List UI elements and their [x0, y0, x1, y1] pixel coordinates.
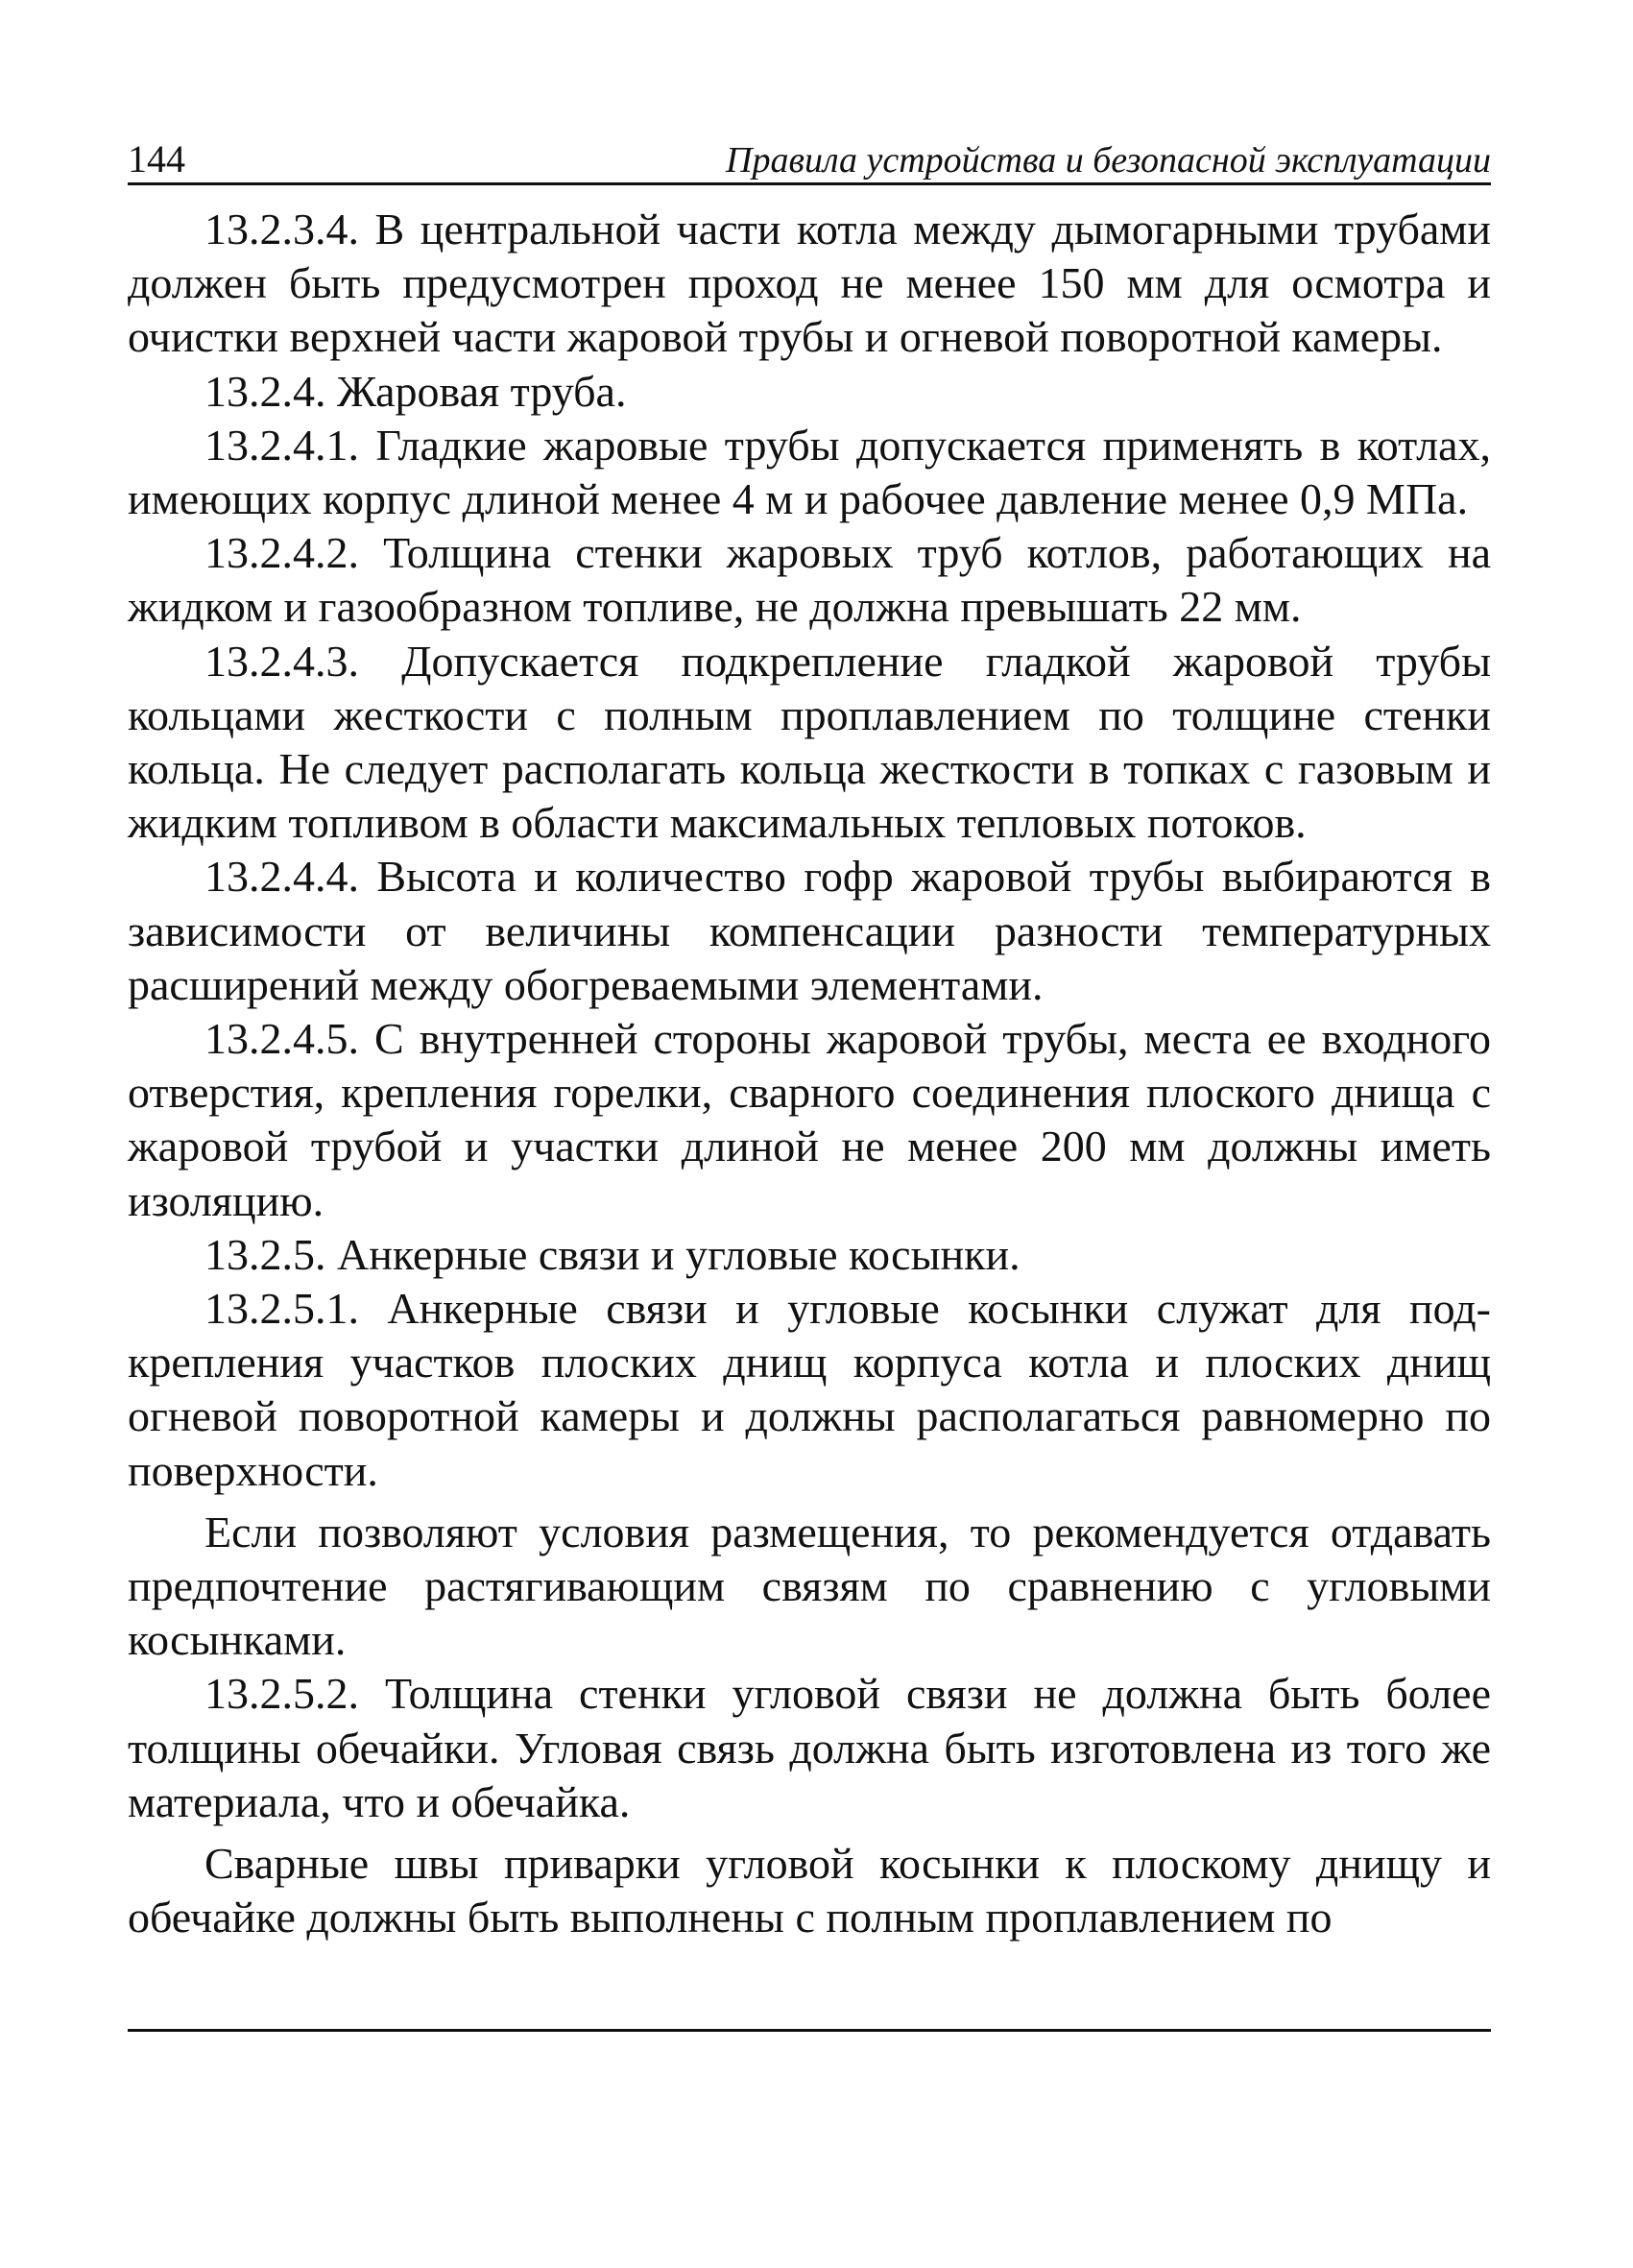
paragraph-welds: Сварные швы приварки угловой косынки к плоскому днищу и обечайке должны быть выполнены с полным проплавлением по — [128, 1839, 1491, 1942]
paragraph-13-2-4-4: 13.2.4.4. Высота и количество гофр жаровой трубы выбираются в зависимости от величины компенсации разности температурных расширений между обогреваемыми элементами. — [128, 852, 1491, 1009]
body-text — [128, 203, 1491, 1945]
paragraph-13-2-4-3: 13.2.4.3. Допускается подкрепление гладкой жаровой трубы кольцами жесткости с полным проплавлением по толщине стенки кольца. Не следует располагать кольца жесткости в топках с газовым и жидким топливом в области максимальных тепловых потоков. — [128, 636, 1491, 848]
paragraph-13-2-4-1: 13.2.4.1. Гладкие жаровые трубы допускается применять в котлах, имеющих корпус длиной менее 4 м и рабочее давление менее 0,9 МПа. — [128, 420, 1491, 524]
paragraph-13-2-4: 13.2.4. Жаровая труба. — [204, 366, 627, 416]
paragraph-13-2-5-2: 13.2.5.2. Толщина стенки угловой связи не должна быть более толщины обечайки. Угловая связь должна быть изготовлена из того же материала, что и обечайка. — [128, 1669, 1491, 1826]
page-number: 144 — [128, 137, 185, 181]
page-header — [128, 123, 1491, 185]
paragraph-13-2-5: 13.2.5. Анкерные связи и угловые косынки. — [204, 1229, 1021, 1279]
document-page — [128, 123, 1491, 1945]
paragraph-13-2-4-2: 13.2.4.2. Толщина стенки жаровых труб котлов, работающих на жидком и газообразном топливе, не должна превышать 22 мм. — [128, 528, 1491, 632]
running-title: Правила устройства и безопасной эксплуатации — [726, 140, 1491, 181]
paragraph-tension-ties: Если позволяют условия размещения, то рекомендуется отдавать предпочтение растягивающим связям по сравнению с угловыми косынками. — [128, 1507, 1491, 1665]
bottom-rule — [128, 2029, 1491, 2032]
paragraph-13-2-5-1: 13.2.5.1. Анкерные связи и угловые косынки служат для подкрепления участков плоских днищ корпуса котла и плоских днищ огневой поворотной камеры и должны располагаться равномерно по поверхности. — [128, 1284, 1491, 1495]
paragraph-13-2-3-4: 13.2.3.4. В центральной части котла между дымогарными трубами должен быть предусмотрен проход не менее 150 мм для осмотра и очистки верхней части жаровой трубы и огневой поворотной камеры. — [128, 205, 1491, 362]
paragraph-13-2-4-5: 13.2.4.5. С внутренней стороны жаровой трубы, места ее входного отверстия, крепления горелки, сварного соединения плоского днища с жаровой трубой и участки длиной не менее 200 мм должны иметь изоляцию. — [128, 1014, 1491, 1225]
